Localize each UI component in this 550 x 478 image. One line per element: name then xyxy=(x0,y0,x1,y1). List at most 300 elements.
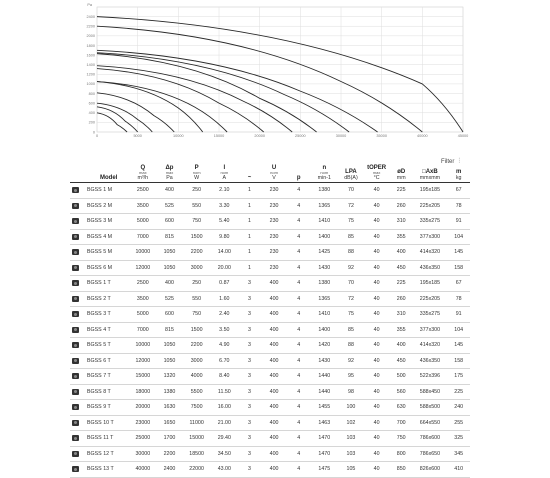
table-cell: 230 xyxy=(261,229,288,245)
y-tick-label: 400 xyxy=(88,111,95,116)
model-name[interactable]: BGSS 5 M xyxy=(87,249,113,256)
fan-thumbnail-icon xyxy=(72,203,79,209)
table-header xyxy=(70,165,470,183)
table-cell: 400 xyxy=(261,322,288,338)
table-cell: 414x320 xyxy=(412,338,447,354)
table-cell: 23000 xyxy=(129,415,156,431)
table-cell: 16.00 xyxy=(210,400,238,416)
table-cell: 67 xyxy=(447,183,470,199)
table-cell: 1 xyxy=(238,183,261,199)
table-cell: 750 xyxy=(390,431,413,447)
column-header-model[interactable] xyxy=(70,165,129,183)
table-cell: 1500 xyxy=(183,322,211,338)
table-cell: 450 xyxy=(390,260,413,276)
table-cell: 14.00 xyxy=(210,245,238,261)
table-cell: 345 xyxy=(447,446,470,462)
table-cell: 255 xyxy=(447,415,470,431)
table-cell: 4 xyxy=(287,291,310,307)
table-cell: 5500 xyxy=(183,384,211,400)
column-subscript: max xyxy=(139,170,147,175)
table-cell: 40 xyxy=(363,322,390,338)
table-cell: 78 xyxy=(447,291,470,307)
table-row[interactable] xyxy=(70,446,470,462)
table-cell: 104 xyxy=(447,229,470,245)
table-cell: 1400 xyxy=(310,229,339,245)
column-header[interactable] xyxy=(287,165,310,183)
table-cell: 230 xyxy=(261,198,288,214)
model-name[interactable]: BGSS 11 T xyxy=(87,435,114,442)
model-name[interactable]: BGSS 7 T xyxy=(87,373,111,380)
table-cell: 1410 xyxy=(310,307,339,323)
table-cell: 40 xyxy=(363,369,390,385)
table-cell: 335x275 xyxy=(412,214,447,230)
model-cell xyxy=(70,431,129,447)
table-cell: 4 xyxy=(287,353,310,369)
column-symbol: tOPER xyxy=(367,165,387,171)
table-cell: 88 xyxy=(339,338,364,354)
table-cell: 21.00 xyxy=(210,415,238,431)
table-cell: 240 xyxy=(447,400,470,416)
column-symbol: P xyxy=(194,165,199,171)
table-cell: 2200 xyxy=(183,245,211,261)
column-header[interactable] xyxy=(129,165,156,183)
table-cell: 3 xyxy=(238,322,261,338)
table-cell: 250 xyxy=(183,276,211,292)
model-cell xyxy=(70,338,129,354)
table-cell: 2.10 xyxy=(210,183,238,199)
table-cell: 400 xyxy=(261,276,288,292)
table-cell: 2200 xyxy=(156,446,183,462)
model-name[interactable]: BGSS 10 T xyxy=(87,419,114,426)
table-cell: 4 xyxy=(287,369,310,385)
column-symbol: Q xyxy=(140,165,146,171)
table-cell: 4 xyxy=(287,462,310,478)
table-cell: 3.30 xyxy=(210,198,238,214)
table-row[interactable] xyxy=(70,245,470,261)
table-cell: 30000 xyxy=(129,446,156,462)
column-symbol: I xyxy=(223,165,226,171)
table-cell: 400 xyxy=(261,446,288,462)
table-cell: 414x320 xyxy=(412,245,447,261)
table-cell: 826x600 xyxy=(412,462,447,478)
model-cell xyxy=(70,229,129,245)
table-cell: 78 xyxy=(447,198,470,214)
table-row[interactable] xyxy=(70,369,470,385)
table-cell: 2500 xyxy=(129,183,156,199)
table-cell: 1470 xyxy=(310,431,339,447)
table-cell: 91 xyxy=(447,214,470,230)
table-cell: 40 xyxy=(363,291,390,307)
table-cell: 750 xyxy=(183,214,211,230)
column-header[interactable] xyxy=(447,165,470,183)
table-row[interactable] xyxy=(70,462,470,478)
table-cell: 400 xyxy=(261,353,288,369)
table-cell: 1050 xyxy=(156,245,183,261)
table-cell: 400 xyxy=(261,291,288,307)
table-cell: 230 xyxy=(261,260,288,276)
y-tick-label: 2000 xyxy=(86,34,95,39)
table-cell: 70 xyxy=(339,276,364,292)
models-table xyxy=(70,165,470,478)
model-name[interactable]: BGSS 1 T xyxy=(87,280,111,287)
table-cell: 11000 xyxy=(183,415,211,431)
table-cell: 800 xyxy=(390,446,413,462)
model-name[interactable]: BGSS 2 M xyxy=(87,202,113,209)
y-tick-label: 1800 xyxy=(86,43,95,48)
model-name[interactable]: BGSS 5 T xyxy=(87,342,111,349)
table-cell: 4 xyxy=(287,229,310,245)
table-cell: 1320 xyxy=(156,369,183,385)
table-row[interactable] xyxy=(70,229,470,245)
table-cell: 1050 xyxy=(156,338,183,354)
table-cell: 3 xyxy=(238,415,261,431)
table-cell: 5.40 xyxy=(210,214,238,230)
column-header[interactable] xyxy=(238,165,261,183)
table-cell: 22000 xyxy=(183,462,211,478)
model-name[interactable]: BGSS 4 M xyxy=(87,233,113,240)
x-tick-label: 35000 xyxy=(376,134,387,138)
x-tick-label: 0 xyxy=(95,134,99,138)
table-cell: 20.00 xyxy=(210,260,238,276)
table-cell: 4 xyxy=(287,260,310,276)
x-tick-label: 20000 xyxy=(254,134,265,138)
table-cell: 40 xyxy=(363,462,390,478)
table-cell: 4 xyxy=(287,431,310,447)
table-cell: 1470 xyxy=(310,446,339,462)
column-symbol: Δp xyxy=(165,165,174,171)
table-cell: 85 xyxy=(339,322,364,338)
table-cell: 4 xyxy=(287,183,310,199)
model-cell xyxy=(70,369,129,385)
y-tick-label: 1200 xyxy=(86,72,95,77)
x-tick-label: 10000 xyxy=(173,134,184,138)
table-cell: 1630 xyxy=(156,400,183,416)
table-cell: 40 xyxy=(363,431,390,447)
column-symbol: ~ xyxy=(247,175,252,181)
column-symbol: p xyxy=(296,175,301,181)
table-cell: 1410 xyxy=(310,214,339,230)
table-cell: 522x396 xyxy=(412,369,447,385)
table-cell: 20000 xyxy=(129,400,156,416)
fan-thumbnail-icon xyxy=(72,280,79,286)
table-cell: 225x205 xyxy=(412,291,447,307)
table-cell: 1420 xyxy=(310,338,339,354)
column-subscript: nom xyxy=(320,170,329,175)
table-cell: 72 xyxy=(339,198,364,214)
model-name[interactable]: BGSS 6 T xyxy=(87,357,111,364)
x-tick-label: 30000 xyxy=(335,134,347,138)
table-cell: 400 xyxy=(390,245,413,261)
table-cell: 40 xyxy=(363,338,390,354)
fan-thumbnail-icon xyxy=(72,358,79,364)
table-cell: 1650 xyxy=(156,415,183,431)
model-name[interactable]: BGSS 2 T xyxy=(87,295,111,302)
table-cell: 75 xyxy=(339,307,364,323)
column-header[interactable] xyxy=(412,165,447,183)
table-cell: 10000 xyxy=(129,245,156,261)
model-cell xyxy=(70,214,129,230)
table-cell: 3000 xyxy=(183,260,211,276)
model-cell xyxy=(70,245,129,261)
column-unit: dB(A) xyxy=(344,175,358,181)
table-cell: 40 xyxy=(363,384,390,400)
table-cell: 260 xyxy=(390,198,413,214)
table-cell: 450 xyxy=(390,353,413,369)
x-tick-label: 45000 xyxy=(457,134,469,138)
column-unit: min-1 xyxy=(317,175,331,181)
table-cell: 588x450 xyxy=(412,384,447,400)
table-row[interactable] xyxy=(70,353,470,369)
table-cell: 400 xyxy=(390,338,413,354)
table-cell: 3 xyxy=(238,384,261,400)
table-cell: 664x550 xyxy=(412,415,447,431)
table-cell: 4 xyxy=(287,338,310,354)
model-cell xyxy=(70,198,129,214)
table-cell: 1380 xyxy=(156,384,183,400)
column-unit: mm xyxy=(396,175,406,181)
table-cell: 750 xyxy=(183,307,211,323)
column-symbol: m xyxy=(456,169,462,175)
table-cell: 3500 xyxy=(129,198,156,214)
table-cell: 1463 xyxy=(310,415,339,431)
table-cell: 4000 xyxy=(183,369,211,385)
table-cell: 525 xyxy=(156,291,183,307)
table-cell: 3500 xyxy=(129,291,156,307)
table-row[interactable] xyxy=(70,322,470,338)
table-cell: 1380 xyxy=(310,276,339,292)
table-cell: 1500 xyxy=(183,229,211,245)
fan-thumbnail-icon xyxy=(72,327,79,333)
table-cell: 250 xyxy=(183,183,211,199)
y-tick-label: 0 xyxy=(92,130,95,135)
model-name[interactable]: BGSS 1 M xyxy=(87,187,113,194)
model-name[interactable]: BGSS 9 T xyxy=(87,404,111,411)
table-cell: 3000 xyxy=(183,353,211,369)
table-cell: 103 xyxy=(339,431,364,447)
table-cell: 436x350 xyxy=(412,260,447,276)
table-cell: 1430 xyxy=(310,353,339,369)
model-cell xyxy=(70,415,129,431)
table-cell: 850 xyxy=(390,462,413,478)
y-tick-label: 2400 xyxy=(86,14,95,19)
table-cell: 377x300 xyxy=(412,229,447,245)
model-cell xyxy=(70,353,129,369)
table-cell: 40 xyxy=(363,415,390,431)
table-cell: 550 xyxy=(183,291,211,307)
table-cell: 40 xyxy=(363,260,390,276)
table-row[interactable] xyxy=(70,400,470,416)
table-cell: 103 xyxy=(339,446,364,462)
column-subscript: max xyxy=(165,170,174,175)
table-cell: 3 xyxy=(238,353,261,369)
table-cell: 2.40 xyxy=(210,307,238,323)
table-cell: 1.60 xyxy=(210,291,238,307)
table-cell: 5000 xyxy=(129,307,156,323)
x-tick-label: 25000 xyxy=(295,134,306,138)
table-row[interactable] xyxy=(70,338,470,354)
fan-thumbnail-icon xyxy=(72,404,79,410)
table-cell: 25000 xyxy=(129,431,156,447)
table-cell: 3.50 xyxy=(210,322,238,338)
plot-area xyxy=(97,7,463,132)
column-symbol: Model xyxy=(100,175,118,181)
table-cell: 225 xyxy=(447,384,470,400)
x-tick-label: 40000 xyxy=(417,134,428,138)
table-cell: 158 xyxy=(447,260,470,276)
table-row[interactable] xyxy=(70,431,470,447)
performance-chart xyxy=(0,0,550,145)
table-cell: 98 xyxy=(339,384,364,400)
fan-thumbnail-icon xyxy=(72,435,79,441)
table-row[interactable] xyxy=(70,198,470,214)
model-name[interactable]: BGSS 3 T xyxy=(87,311,111,318)
table-cell: 225 xyxy=(390,276,413,292)
table-cell: 1400 xyxy=(310,322,339,338)
model-name[interactable]: BGSS 13 T xyxy=(87,466,114,473)
model-cell xyxy=(70,322,129,338)
column-unit: °C xyxy=(373,175,380,181)
fan-thumbnail-icon xyxy=(72,296,79,302)
column-header[interactable] xyxy=(261,165,288,183)
model-name[interactable]: BGSS 12 T xyxy=(87,450,114,457)
table-cell: 40 xyxy=(363,353,390,369)
table-cell: 8.40 xyxy=(210,369,238,385)
table-cell: 195x185 xyxy=(412,276,447,292)
table-cell: 1440 xyxy=(310,384,339,400)
model-cell xyxy=(70,384,129,400)
table-cell: 91 xyxy=(447,307,470,323)
table-cell: 105 xyxy=(339,462,364,478)
model-name[interactable]: BGSS 8 T xyxy=(87,388,111,395)
table-row[interactable] xyxy=(70,183,470,199)
column-unit: m³/h xyxy=(137,175,149,181)
column-header[interactable] xyxy=(183,165,211,183)
table-row[interactable] xyxy=(70,214,470,230)
table-cell: 40 xyxy=(363,229,390,245)
table-cell: 3 xyxy=(238,276,261,292)
column-subscript: max xyxy=(372,170,381,175)
filter-label: Filter xyxy=(441,159,455,165)
table-cell: 40000 xyxy=(129,462,156,478)
table-row[interactable] xyxy=(70,415,470,431)
column-symbol: n xyxy=(322,165,327,171)
table-row[interactable] xyxy=(70,384,470,400)
column-header[interactable] xyxy=(210,165,238,183)
y-tick-label: 2200 xyxy=(86,24,95,29)
table-cell: 40 xyxy=(363,214,390,230)
table-cell: 12000 xyxy=(129,353,156,369)
y-tick-label: 1000 xyxy=(86,82,95,87)
table-cell: 3 xyxy=(238,462,261,478)
table-cell: 4 xyxy=(287,276,310,292)
model-name[interactable]: BGSS 4 T xyxy=(87,326,111,333)
y-tick-label: 600 xyxy=(88,101,95,106)
table-cell: 1 xyxy=(238,229,261,245)
table-cell: 100 xyxy=(339,400,364,416)
table-cell: 88 xyxy=(339,245,364,261)
table-cell: 815 xyxy=(156,229,183,245)
table-cell: 400 xyxy=(261,462,288,478)
table-row[interactable] xyxy=(70,276,470,292)
table-cell: 3 xyxy=(238,400,261,416)
column-header[interactable] xyxy=(363,165,390,183)
table-cell: 436x350 xyxy=(412,353,447,369)
table-cell: 310 xyxy=(390,214,413,230)
table-cell: 1475 xyxy=(310,462,339,478)
column-unit: kg xyxy=(455,175,462,181)
table-row[interactable] xyxy=(70,260,470,276)
table-cell: 1365 xyxy=(310,198,339,214)
table-cell: 3 xyxy=(238,369,261,385)
table-cell: 1050 xyxy=(156,353,183,369)
table-cell: 400 xyxy=(261,400,288,416)
column-symbol: øD xyxy=(397,169,406,175)
column-subscript: nom xyxy=(192,170,201,175)
table-cell: 325 xyxy=(447,431,470,447)
table-cell: 4 xyxy=(287,198,310,214)
table-cell: 550 xyxy=(183,198,211,214)
table-cell: 410 xyxy=(447,462,470,478)
table-cell: 1050 xyxy=(156,260,183,276)
table-cell: 40 xyxy=(363,183,390,199)
y-tick-label: 200 xyxy=(88,120,95,125)
table-cell: 1 xyxy=(238,198,261,214)
table-cell: 15000 xyxy=(183,431,211,447)
table-cell: 175 xyxy=(447,369,470,385)
column-header[interactable] xyxy=(390,165,413,183)
table-cell: 4 xyxy=(287,307,310,323)
fan-thumbnail-icon xyxy=(72,311,79,317)
table-cell: 29.40 xyxy=(210,431,238,447)
table-cell: 11.50 xyxy=(210,384,238,400)
table-cell: 400 xyxy=(261,338,288,354)
table-row[interactable] xyxy=(70,307,470,323)
model-cell xyxy=(70,446,129,462)
column-subscript: nom xyxy=(220,170,229,175)
y-tick-label: 800 xyxy=(88,91,95,96)
table-cell: 225 xyxy=(390,183,413,199)
table-cell: 95 xyxy=(339,369,364,385)
table-cell: 145 xyxy=(447,338,470,354)
table-cell: 2400 xyxy=(156,462,183,478)
table-row[interactable] xyxy=(70,291,470,307)
table-cell: 1455 xyxy=(310,400,339,416)
column-unit: Pa xyxy=(166,175,173,181)
table-cell: 230 xyxy=(261,183,288,199)
table-cell: 588x500 xyxy=(412,400,447,416)
table-cell: 3 xyxy=(238,291,261,307)
table-cell: 400 xyxy=(156,183,183,199)
column-header[interactable] xyxy=(156,165,183,183)
column-header[interactable] xyxy=(310,165,339,183)
table-cell: 4 xyxy=(287,400,310,416)
x-tick-label: 15000 xyxy=(213,134,225,138)
model-name[interactable]: BGSS 6 M xyxy=(87,264,113,271)
table-cell: 600 xyxy=(156,214,183,230)
fan-thumbnail-icon xyxy=(72,234,79,240)
table-cell: 1365 xyxy=(310,291,339,307)
fan-thumbnail-icon xyxy=(72,187,79,193)
model-cell xyxy=(70,307,129,323)
column-header[interactable] xyxy=(339,165,364,183)
table-cell: 1380 xyxy=(310,183,339,199)
fan-thumbnail-icon xyxy=(72,466,79,472)
table-cell: 3 xyxy=(238,446,261,462)
model-name[interactable]: BGSS 3 M xyxy=(87,218,113,225)
table-cell: 3 xyxy=(238,431,261,447)
table-cell: 3 xyxy=(238,307,261,323)
table-cell: 400 xyxy=(261,369,288,385)
